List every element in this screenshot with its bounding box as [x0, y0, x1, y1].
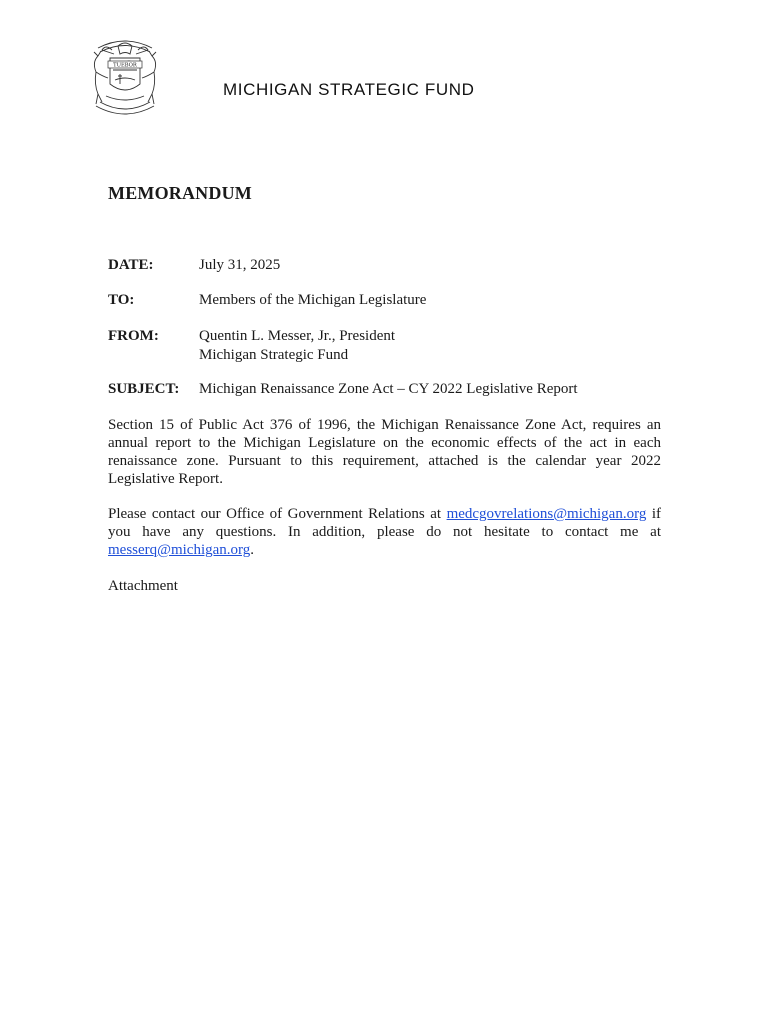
- from-value: [199, 327, 395, 365]
- seal-motto: TUEBOR: [113, 62, 137, 69]
- body-paragraph-2: [108, 505, 661, 559]
- organization-name: MICHIGAN STRATEGIC FUND: [223, 80, 475, 99]
- paragraph-2-middle: if you have any questions. In addition, please do not hesitate to contact me at: [108, 506, 661, 540]
- contact-email-link[interactable]: messerq@michigan.org: [108, 542, 251, 558]
- gov-relations-email-link[interactable]: medcgovrelations@michigan.org: [446, 506, 647, 522]
- date-label: DATE:: [108, 257, 154, 273]
- body-paragraph-1: Section 15 of Public Act 376 of 1996, the Michigan Renaissance Zone Act, requires an annual report to the Michigan Legislature on the economic effects of the act in each renaissance zone. Pursuant to this requirement, attached is the calendar year 2022 Legislative Report.: [108, 417, 661, 487]
- subject-value: Michigan Renaissance Zone Act – CY 2022 Legislative Report: [199, 381, 578, 397]
- from-line-name: Quentin L. Messer, Jr., President: [199, 328, 396, 344]
- paragraph-2-suffix: .: [250, 542, 255, 558]
- to-value: Members of the Michigan Legislature: [199, 292, 427, 308]
- attachment-note: Attachment: [108, 578, 178, 594]
- date-value: July 31, 2025: [199, 257, 281, 273]
- from-label: FROM:: [108, 328, 159, 344]
- subject-label: SUBJECT:: [108, 381, 180, 397]
- paragraph-2-prefix: Please contact our Office of Government Relations at: [108, 506, 447, 522]
- from-line-org: Michigan Strategic Fund: [199, 347, 349, 363]
- great-seal-of-michigan-icon: [84, 32, 166, 124]
- to-label: TO:: [108, 292, 135, 308]
- memo-title: MEMORANDUM: [108, 183, 252, 203]
